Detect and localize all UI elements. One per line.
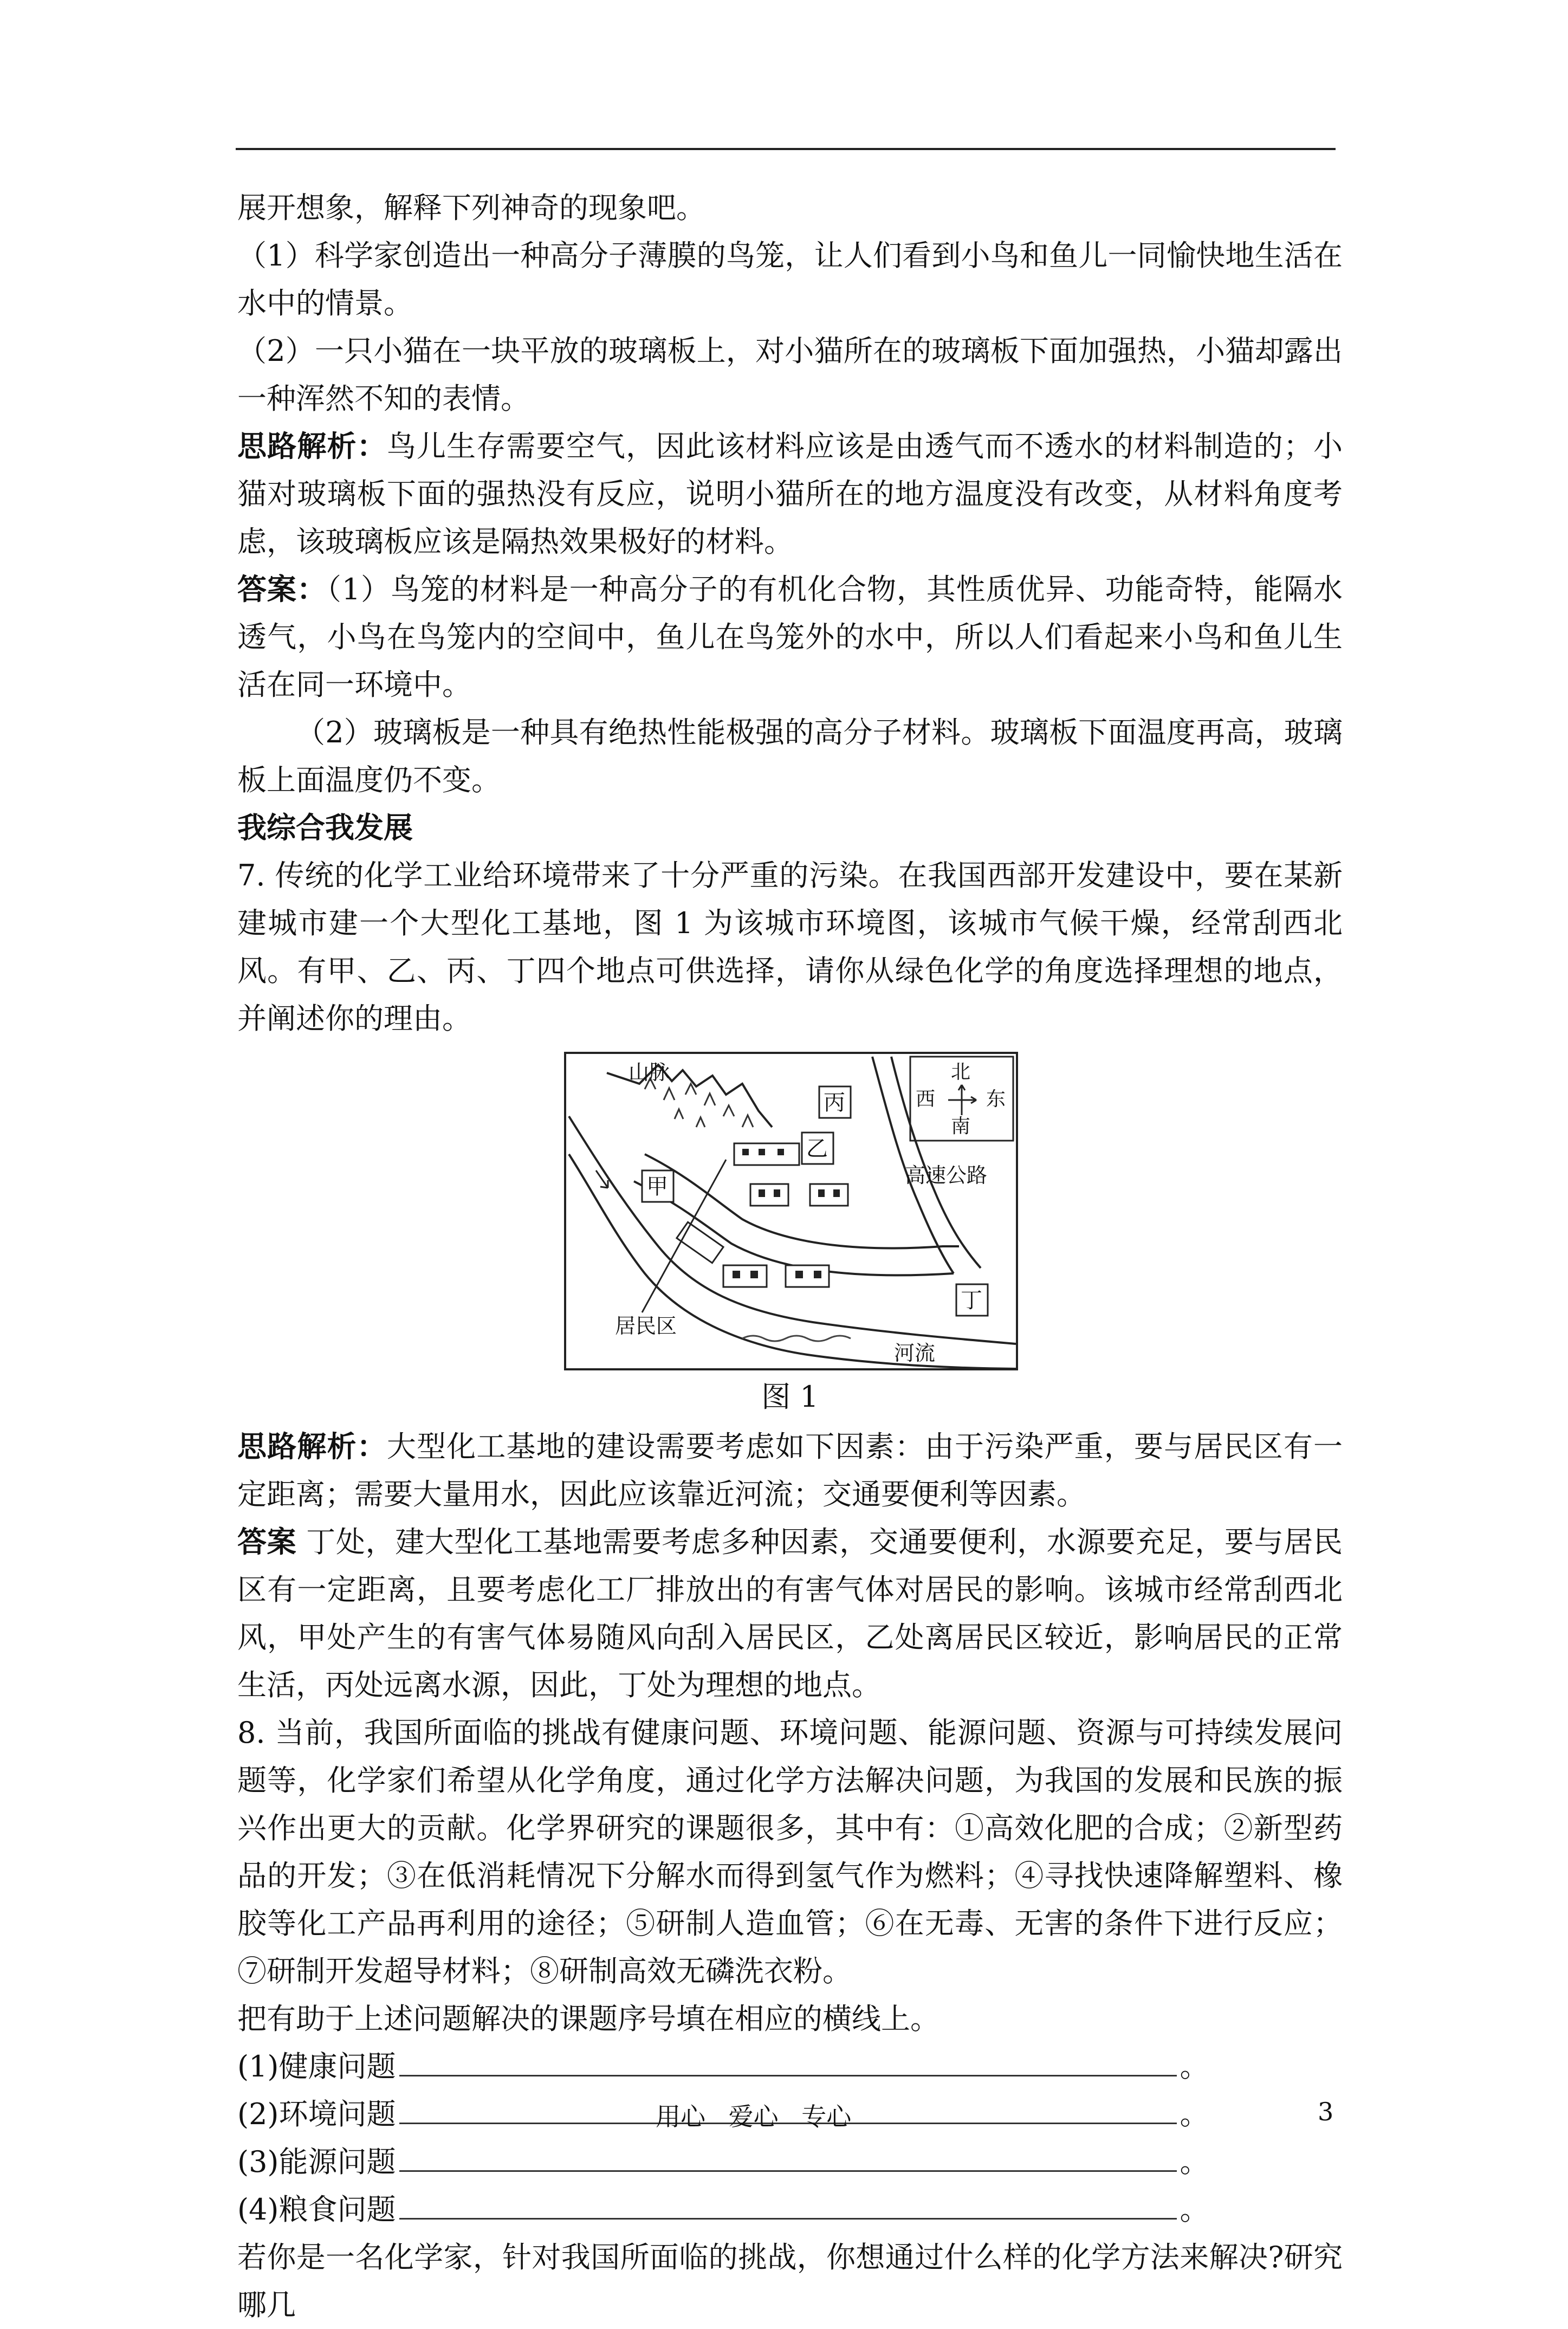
analysis-6 — [237, 423, 1343, 566]
page-number: 3 — [1318, 2097, 1334, 2126]
question-8-instruction: 把有助于上述问题解决的课题序号填在相应的横线上。 — [237, 2002, 939, 2036]
question-8: 8. 当前，我国所面临的挑战有健康问题、环境问题、能源问题、资源与可持续发展问题等，化学家们希望从化学角度，通过化学方法解决问题，为我国的发展和民族的振兴作出更大的贡献。化学界研究的课题很多，其中有：①高效化肥的合成；②新型药品的开发；③在低消耗情况下分解水而得到氢气作为燃料；④寻找快速降解塑料、橡胶等化工产品再利用的途径；⑤研制人造血管；⑥在无毒、无害的条件下进行反应；⑦研制开发超导材料；⑧研制高效无磷洗衣粉。 — [237, 1716, 1343, 1988]
intro-paragraph: 展开想象，解释下列神奇的现象吧。 — [237, 191, 705, 225]
city-map-figure — [563, 1051, 1019, 1371]
page-content — [237, 184, 1343, 2329]
question-6-1: （1）科学家创造出一种高分子薄膜的鸟笼，让人们看到小鸟和鱼儿一同愉快地生活在水中的情景。 — [237, 238, 1343, 320]
site-ding-label: 丁 — [961, 1288, 982, 1313]
blank-energy — [237, 2138, 1343, 2186]
compass-south: 南 — [951, 1115, 971, 1137]
residential-label: 居民区 — [615, 1314, 677, 1338]
blank-label: (2)环境问题 — [237, 2097, 396, 2131]
blank-end: 。 — [1180, 2049, 1209, 2084]
header-rule — [236, 148, 1336, 150]
analysis-text: 大型化工基地的建设需要考虑如下因素：由于污染严重，要与居民区有一定距离；需要大量用水，因此应该靠近河流；交通要便利等因素。 — [237, 1429, 1343, 1511]
mountain-label: 山脉 — [629, 1060, 670, 1084]
answer-label: 答案 — [237, 1525, 297, 1559]
site-bing-label: 丙 — [824, 1090, 845, 1115]
answer-7 — [237, 1518, 1343, 1709]
page-footer — [0, 2097, 1568, 2135]
blank-label: (4)粮食问题 — [237, 2192, 396, 2227]
answer-text: 丁处，建大型化工基地需要考虑多种因素，交通要便利，水源要充足，要与居民区有一定距离，且要考虑化工厂排放出的有害气体对居民的影响。该城市经常刮西北风，甲处产生的有害气体易随风向刮入居民区，乙处离居民区较近，影响居民的正常生活，丙处远离水源，因此，丁处为理想的地点。 — [237, 1525, 1343, 1702]
highway-label: 高速公路 — [905, 1163, 988, 1187]
city-map — [563, 1051, 1019, 1371]
answer-blank[interactable] — [399, 2146, 1177, 2172]
question-7: 7. 传统的化学工业给环境带来了十分严重的污染。在我国西部开发建设中，要在某新建城市建一个大型化工基地，图 1 为该城市环境图，该城市气候干燥，经常刮西北风。有甲、乙、丙、丁四个地点可供选择，请你从绿色化学的角度选择理想的地点，并阐述你的理由。 — [237, 858, 1343, 1036]
analysis-label: 思路解析： — [237, 429, 387, 463]
answer-6 — [237, 566, 1343, 709]
compass-west: 西 — [916, 1088, 936, 1110]
compass-east: 东 — [986, 1088, 1006, 1110]
blank-food — [237, 2186, 1343, 2234]
blank-health — [237, 2043, 1343, 2091]
blank-end: 。 — [1180, 2192, 1209, 2227]
answer-blank[interactable] — [399, 2051, 1177, 2076]
analysis-label: 思路解析： — [237, 1429, 387, 1464]
site-yi-label: 乙 — [806, 1136, 828, 1161]
blank-end: 。 — [1180, 2097, 1209, 2131]
answer-6-part-2: （2）玻璃板是一种具有绝热性能极强的高分子材料。玻璃板下面温度再高，玻璃板上面温度仍不变。 — [237, 715, 1343, 797]
section-heading: 我综合我发展 — [237, 811, 413, 845]
figure-caption: 图 1 — [761, 1380, 819, 1414]
answer-text: （1）鸟笼的材料是一种高分子的有机化合物，其性质优异、功能奇特，能隔水透气，小鸟在鸟笼内的空间中，鱼儿在鸟笼外的水中，所以人们看起来小鸟和鱼儿生活在同一环境中。 — [237, 572, 1343, 702]
analysis-text: 鸟儿生存需要空气，因此该材料应该是由透气而不透水的材料制造的；小猫对玻璃板下面的强热没有反应，说明小猫所在的地方温度没有改变，从材料角度考虑，该玻璃板应该是隔热效果极好的材料。 — [237, 429, 1343, 559]
question-8-last-line: 若你是一名化学家，针对我国所面临的挑战，你想通过什么样的化学方法来解决?研究哪几 — [237, 2240, 1343, 2322]
answer-label: 答案： — [237, 572, 327, 606]
question-6-2: （2）一只小猫在一块平放的玻璃板上，对小猫所在的玻璃板下面加强热，小猫却露出一种浑然不知的表情。 — [237, 334, 1343, 416]
blank-end: 。 — [1180, 2145, 1209, 2179]
site-jia-label: 甲 — [646, 1174, 668, 1199]
analysis-7 — [237, 1423, 1343, 1518]
footer-motto: 用心 爱心 专心 — [656, 2102, 852, 2131]
compass-north: 北 — [951, 1061, 971, 1083]
answer-blank[interactable] — [399, 2194, 1177, 2220]
river-label: 河流 — [894, 1341, 936, 1365]
blank-label: (1)健康问题 — [237, 2049, 396, 2084]
blank-label: (3)能源问题 — [237, 2145, 396, 2179]
